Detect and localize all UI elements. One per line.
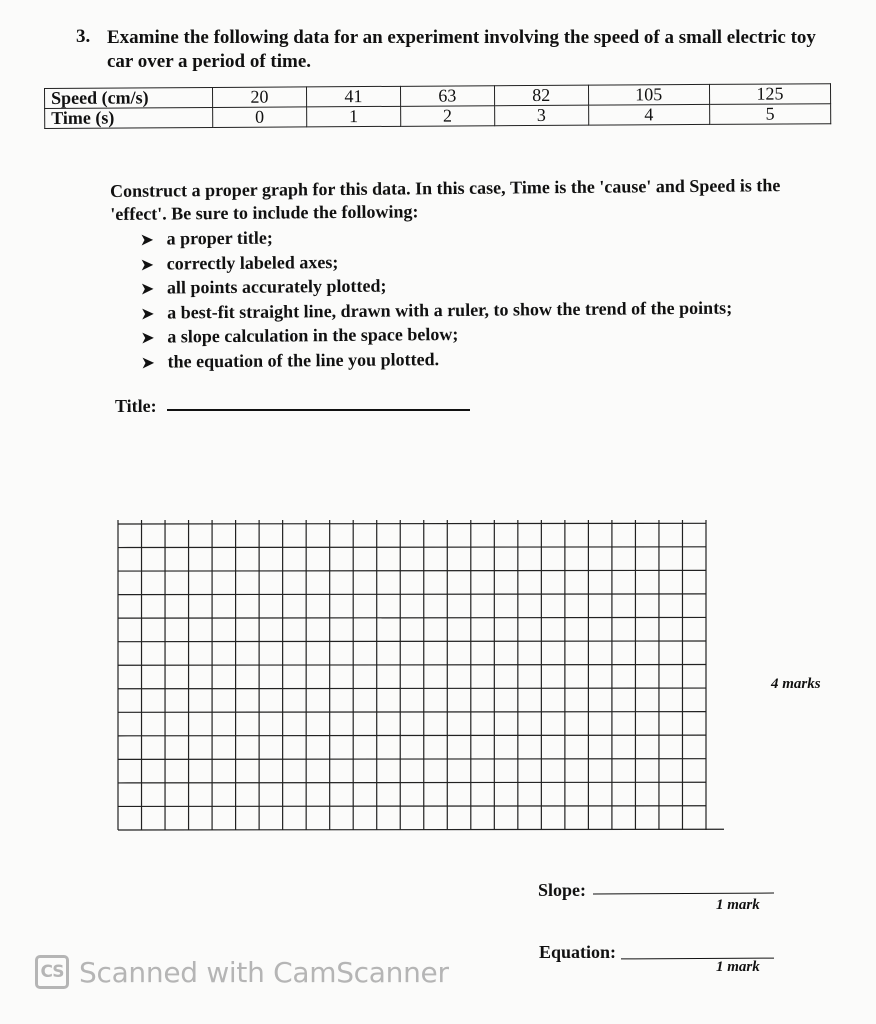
grid-horizontal-line [118,712,706,713]
instruction-text: a proper title; [166,227,273,249]
row-header: Speed (cm/s) [45,87,213,108]
table-cell: 41 [306,86,400,107]
table-cell: 5 [709,104,830,125]
table-cell: 1 [307,106,401,127]
table-cell: 0 [213,107,307,128]
question-number: 3. [76,26,91,47]
table-cell: 105 [588,84,709,105]
grid-horizontal-line [118,617,706,618]
grid-horizontal-line [118,594,706,595]
camscanner-logo-icon: CS [35,955,69,989]
watermark-text: Scanned with CamScanner [79,955,449,989]
arrow-bullet-icon: ➤ [140,281,154,298]
equation-label: Equation: [539,942,617,962]
table-cell: 2 [400,106,494,127]
arrow-bullet-icon: ➤ [141,306,154,323]
grid-horizontal-line [118,570,706,571]
table-cell: 3 [494,105,588,126]
grid-horizontal-line [118,641,706,642]
instruction-text: all points accurately plotted; [166,275,387,298]
grid-horizontal-line [118,523,706,524]
equation-marks: 1 mark [716,959,760,975]
grid-horizontal-line [118,735,706,736]
slope-label: Slope: [538,880,587,900]
graph-marks: 4 marks [771,676,821,692]
question-text: Examine the following data for an experiment involving the speed of a small electric toy car over a period of time. [107,27,816,72]
table-cell: 125 [709,84,830,105]
grid-horizontal-line [118,665,706,666]
instructions-intro: Construct a proper graph for this data. In this case, Time is the 'cause' and Speed is the 'effect'. Be sure to include the following: [110,175,781,224]
arrow-bullet-icon: ➤ [141,355,155,372]
table-cell: 63 [400,86,494,107]
table-cell: 20 [212,87,306,108]
arrow-bullet-icon: ➤ [140,232,154,249]
camscanner-watermark [35,955,449,989]
instruction-text: correctly labeled axes; [166,251,339,274]
arrow-bullet-icon: ➤ [140,257,154,274]
row-header: Time (s) [45,107,213,128]
grid-horizontal-line [118,782,706,783]
grid-horizontal-line [118,547,706,548]
grid-horizontal-line [118,759,706,760]
table-cell: 82 [494,85,588,106]
table-cell: 4 [588,104,709,125]
instruction-text: the equation of the line you plotted. [167,348,440,372]
title-label: Title: [115,396,157,416]
grid-horizontal-line [118,829,724,830]
instruction-text: a slope calculation in the space below; [167,323,459,347]
grid-horizontal-line [118,688,706,689]
grid-horizontal-line [118,806,706,807]
arrow-bullet-icon: ➤ [141,330,155,347]
instruction-text: a best-fit straight line, drawn with a ruler, to show the trend of the points; [167,297,733,323]
slope-marks: 1 mark [716,897,760,913]
